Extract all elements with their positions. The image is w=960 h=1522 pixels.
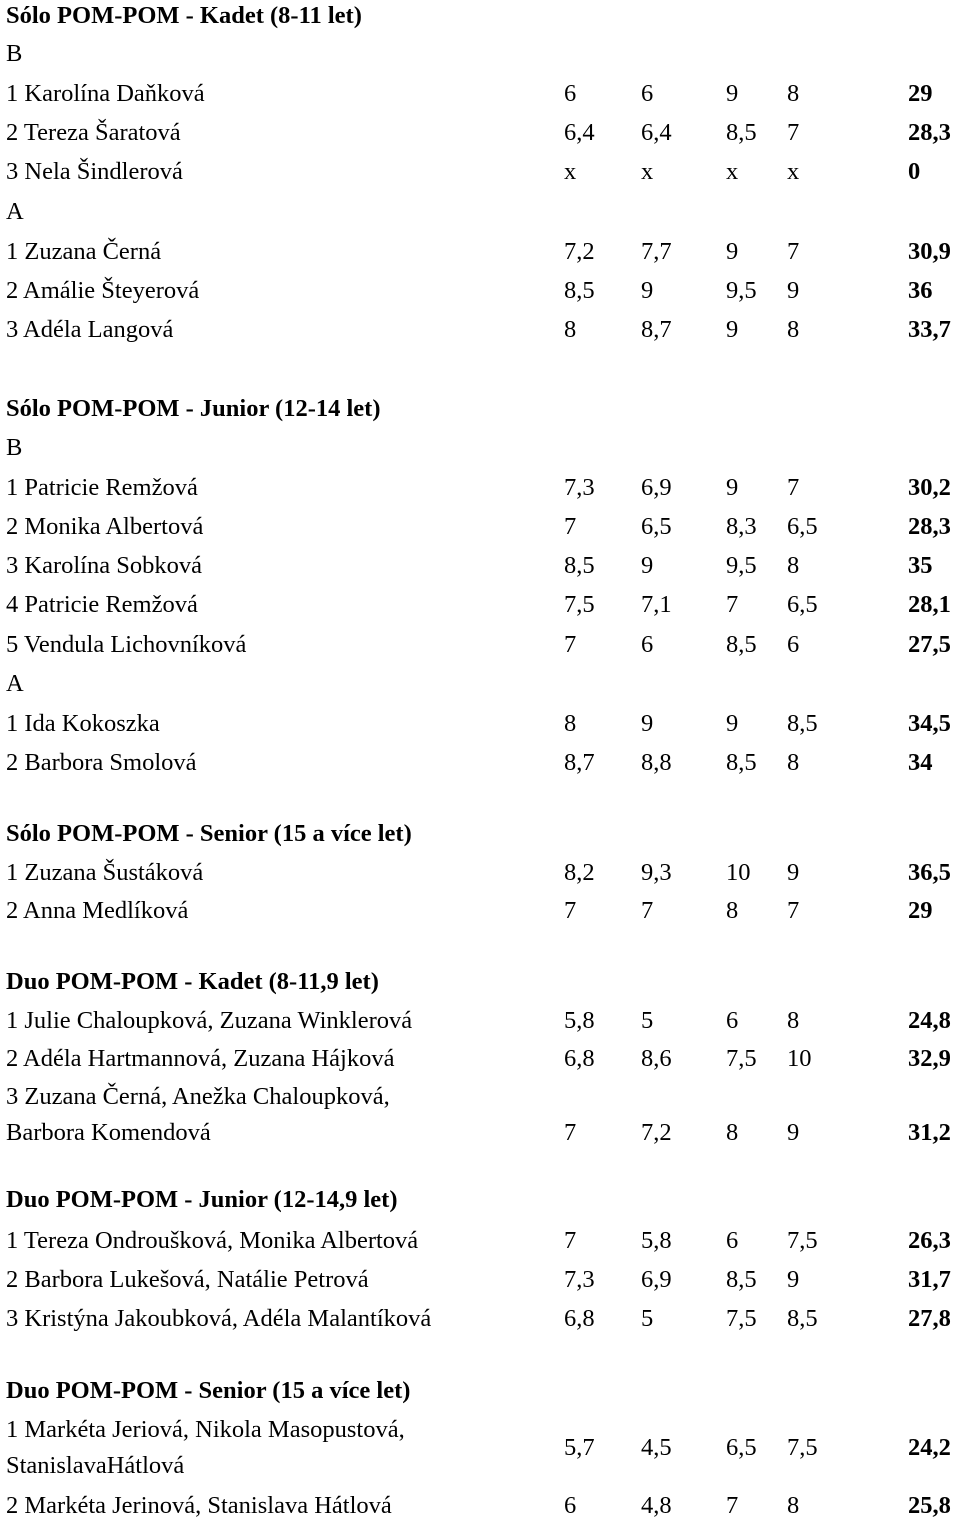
judge-score: 7,1	[641, 591, 672, 618]
judge-score: 8	[787, 80, 800, 107]
total-score: 31,7	[908, 1266, 951, 1293]
total-score: 27,5	[908, 631, 951, 658]
competitor-name: 2 Barbora Smolová	[6, 749, 197, 776]
judge-score: x	[641, 158, 654, 185]
judge-score: 8	[787, 552, 800, 579]
judge-score: 8	[787, 316, 800, 343]
total-score: 28,3	[908, 513, 951, 540]
judge-score: 7	[726, 591, 739, 618]
competitor-name: 2 Markéta Jerinová, Stanislava Hátlová	[6, 1492, 392, 1519]
judge-score: 8,7	[641, 316, 672, 343]
judge-score: 9	[787, 277, 800, 304]
judge-score: 8,6	[641, 1045, 672, 1072]
judge-score: 9,3	[641, 859, 672, 886]
judge-score: 6,5	[787, 591, 818, 618]
total-score: 31,2	[908, 1119, 951, 1146]
competitor-name: 1 Zuzana Černá	[6, 238, 162, 265]
judge-score: 9	[641, 710, 654, 737]
competitor-name: 1 Tereza Ondroušková, Monika Albertová	[6, 1227, 419, 1254]
judge-score: 8,7	[564, 749, 595, 776]
judge-score: 7	[564, 897, 577, 924]
section-title: Duo POM-POM - Senior (15 a více let)	[6, 1377, 411, 1404]
competitor-name: 2 Tereza Šaratová	[6, 119, 181, 146]
competitor-name: 3 Karolína Sobková	[6, 552, 202, 579]
judge-score: 9	[726, 238, 739, 265]
judge-score: 8,5	[726, 1266, 757, 1293]
judge-score: 6,8	[564, 1305, 595, 1332]
judge-score: 5	[641, 1305, 654, 1332]
judge-score: 8,5	[787, 710, 818, 737]
competitor-name: 2 Barbora Lukešová, Natálie Petrová	[6, 1266, 369, 1293]
competitor-name: 5 Vendula Lichovníková	[6, 631, 247, 658]
section-title: Sólo POM-POM - Senior (15 a více let)	[6, 820, 412, 847]
judge-score: 8	[726, 1119, 739, 1146]
competitor-name: 1 Patricie Remžová	[6, 474, 198, 501]
competitor-name: 1 Markéta Jeriová, Nikola Masopustová,	[6, 1416, 405, 1443]
judge-score: 9	[641, 277, 654, 304]
judge-score: 9,5	[726, 552, 757, 579]
judge-score: 9	[726, 474, 739, 501]
judge-score: x	[787, 158, 800, 185]
total-score: 29	[908, 80, 933, 107]
total-score: 30,9	[908, 238, 951, 265]
judge-score: 7,5	[787, 1434, 818, 1461]
section-title: Sólo POM-POM - Kadet (8-11 let)	[6, 2, 362, 29]
judge-score: 7,5	[564, 591, 595, 618]
section-title: Sólo POM-POM - Junior (12-14 let)	[6, 395, 381, 422]
judge-score: 8,3	[726, 513, 757, 540]
judge-score: 6,5	[787, 513, 818, 540]
judge-score: 7	[641, 897, 654, 924]
competitor-name: 1 Ida Kokoszka	[6, 710, 160, 737]
judge-score: 6	[641, 80, 654, 107]
competitor-name: 1 Julie Chaloupková, Zuzana Winklerová	[6, 1007, 413, 1034]
group-label: A	[6, 670, 24, 697]
judge-score: 7	[564, 1227, 577, 1254]
judge-score: 6,5	[726, 1434, 757, 1461]
competitor-name-continued: Barbora Komendová	[6, 1119, 211, 1146]
judge-score: 9	[641, 552, 654, 579]
total-score: 24,8	[908, 1007, 951, 1034]
judge-score: 8,5	[726, 119, 757, 146]
judge-score: 9,5	[726, 277, 757, 304]
judge-score: 6,4	[564, 119, 595, 146]
judge-score: 8	[787, 749, 800, 776]
judge-score: 7	[787, 897, 800, 924]
judge-score: 7	[726, 1492, 739, 1519]
judge-score: 7,5	[726, 1045, 757, 1072]
competitor-name: 3 Nela Šindlerová	[6, 158, 183, 185]
competitor-name: 2 Amálie Šteyerová	[6, 277, 200, 304]
judge-score: 5,7	[564, 1434, 595, 1461]
judge-score: 7,5	[787, 1227, 818, 1254]
total-score: 35	[908, 552, 933, 579]
total-score: 32,9	[908, 1045, 951, 1072]
judge-score: 9	[787, 859, 800, 886]
judge-score: 9	[787, 1266, 800, 1293]
judge-score: 8	[787, 1492, 800, 1519]
judge-score: 8	[564, 316, 577, 343]
judge-score: 7	[787, 238, 800, 265]
judge-score: 8,2	[564, 859, 595, 886]
total-score: 26,3	[908, 1227, 951, 1254]
judge-score: 6,5	[641, 513, 672, 540]
judge-score: 8	[564, 710, 577, 737]
judge-score: 7	[787, 119, 800, 146]
competitor-name: 2 Adéla Hartmannová, Zuzana Hájková	[6, 1045, 395, 1072]
competitor-name: 1 Karolína Daňková	[6, 80, 205, 107]
total-score: 33,7	[908, 316, 951, 343]
total-score: 0	[908, 158, 921, 185]
judge-score: 8,5	[726, 749, 757, 776]
judge-score: 8	[726, 897, 739, 924]
judge-score: 7,2	[641, 1119, 672, 1146]
judge-score: 7,2	[564, 238, 595, 265]
judge-score: 8,5	[564, 277, 595, 304]
total-score: 28,3	[908, 119, 951, 146]
total-score: 25,8	[908, 1492, 951, 1519]
judge-score: 10	[726, 859, 751, 886]
judge-score: 6	[726, 1007, 739, 1034]
judge-score: 7,3	[564, 474, 595, 501]
judge-score: 9	[726, 316, 739, 343]
group-label: B	[6, 40, 23, 67]
judge-score: x	[726, 158, 739, 185]
judge-score: x	[564, 158, 577, 185]
section-title: Duo POM-POM - Kadet (8-11,9 let)	[6, 968, 379, 995]
total-score: 28,1	[908, 591, 951, 618]
judge-score: 7	[564, 631, 577, 658]
judge-score: 5	[641, 1007, 654, 1034]
judge-score: 7,7	[641, 238, 672, 265]
judge-score: 8	[787, 1007, 800, 1034]
judge-score: 7	[787, 474, 800, 501]
judge-score: 6	[564, 80, 577, 107]
competitor-name: 3 Adéla Langová	[6, 316, 174, 343]
judge-score: 9	[726, 80, 739, 107]
total-score: 36,5	[908, 859, 951, 886]
judge-score: 6,8	[564, 1045, 595, 1072]
judge-score: 6	[564, 1492, 577, 1519]
section-title: Duo POM-POM - Junior (12-14,9 let)	[6, 1186, 398, 1213]
competitor-name: 2 Anna Medlíková	[6, 897, 189, 924]
competitor-name: 3 Kristýna Jakoubková, Adéla Malantíková	[6, 1305, 432, 1332]
total-score: 36	[908, 277, 933, 304]
group-label: A	[6, 198, 24, 225]
competitor-name: 3 Zuzana Černá, Anežka Chaloupková,	[6, 1083, 390, 1110]
judge-score: 6,4	[641, 119, 672, 146]
judge-score: 6,9	[641, 1266, 672, 1293]
total-score: 34	[908, 749, 933, 776]
judge-score: 5,8	[564, 1007, 595, 1034]
total-score: 27,8	[908, 1305, 951, 1332]
judge-score: 7	[564, 513, 577, 540]
total-score: 30,2	[908, 474, 951, 501]
judge-score: 8,5	[787, 1305, 818, 1332]
judge-score: 9	[787, 1119, 800, 1146]
judge-score: 5,8	[641, 1227, 672, 1254]
judge-score: 6	[641, 631, 654, 658]
judge-score: 4,8	[641, 1492, 672, 1519]
judge-score: 8,5	[564, 552, 595, 579]
total-score: 34,5	[908, 710, 951, 737]
competitor-name: 4 Patricie Remžová	[6, 591, 198, 618]
group-label: B	[6, 434, 23, 461]
competitor-name: 2 Monika Albertová	[6, 513, 204, 540]
total-score: 29	[908, 897, 933, 924]
judge-score: 6,9	[641, 474, 672, 501]
judge-score: 4,5	[641, 1434, 672, 1461]
competitor-name: 1 Zuzana Šustáková	[6, 859, 204, 886]
judge-score: 10	[787, 1045, 812, 1072]
competitor-name-continued: StanislavaHátlová	[6, 1452, 185, 1479]
judge-score: 6	[726, 1227, 739, 1254]
judge-score: 6	[787, 631, 800, 658]
total-score: 24,2	[908, 1434, 951, 1461]
judge-score: 8,8	[641, 749, 672, 776]
judge-score: 7,3	[564, 1266, 595, 1293]
judge-score: 9	[726, 710, 739, 737]
judge-score: 8,5	[726, 631, 757, 658]
judge-score: 7,5	[726, 1305, 757, 1332]
judge-score: 7	[564, 1119, 577, 1146]
